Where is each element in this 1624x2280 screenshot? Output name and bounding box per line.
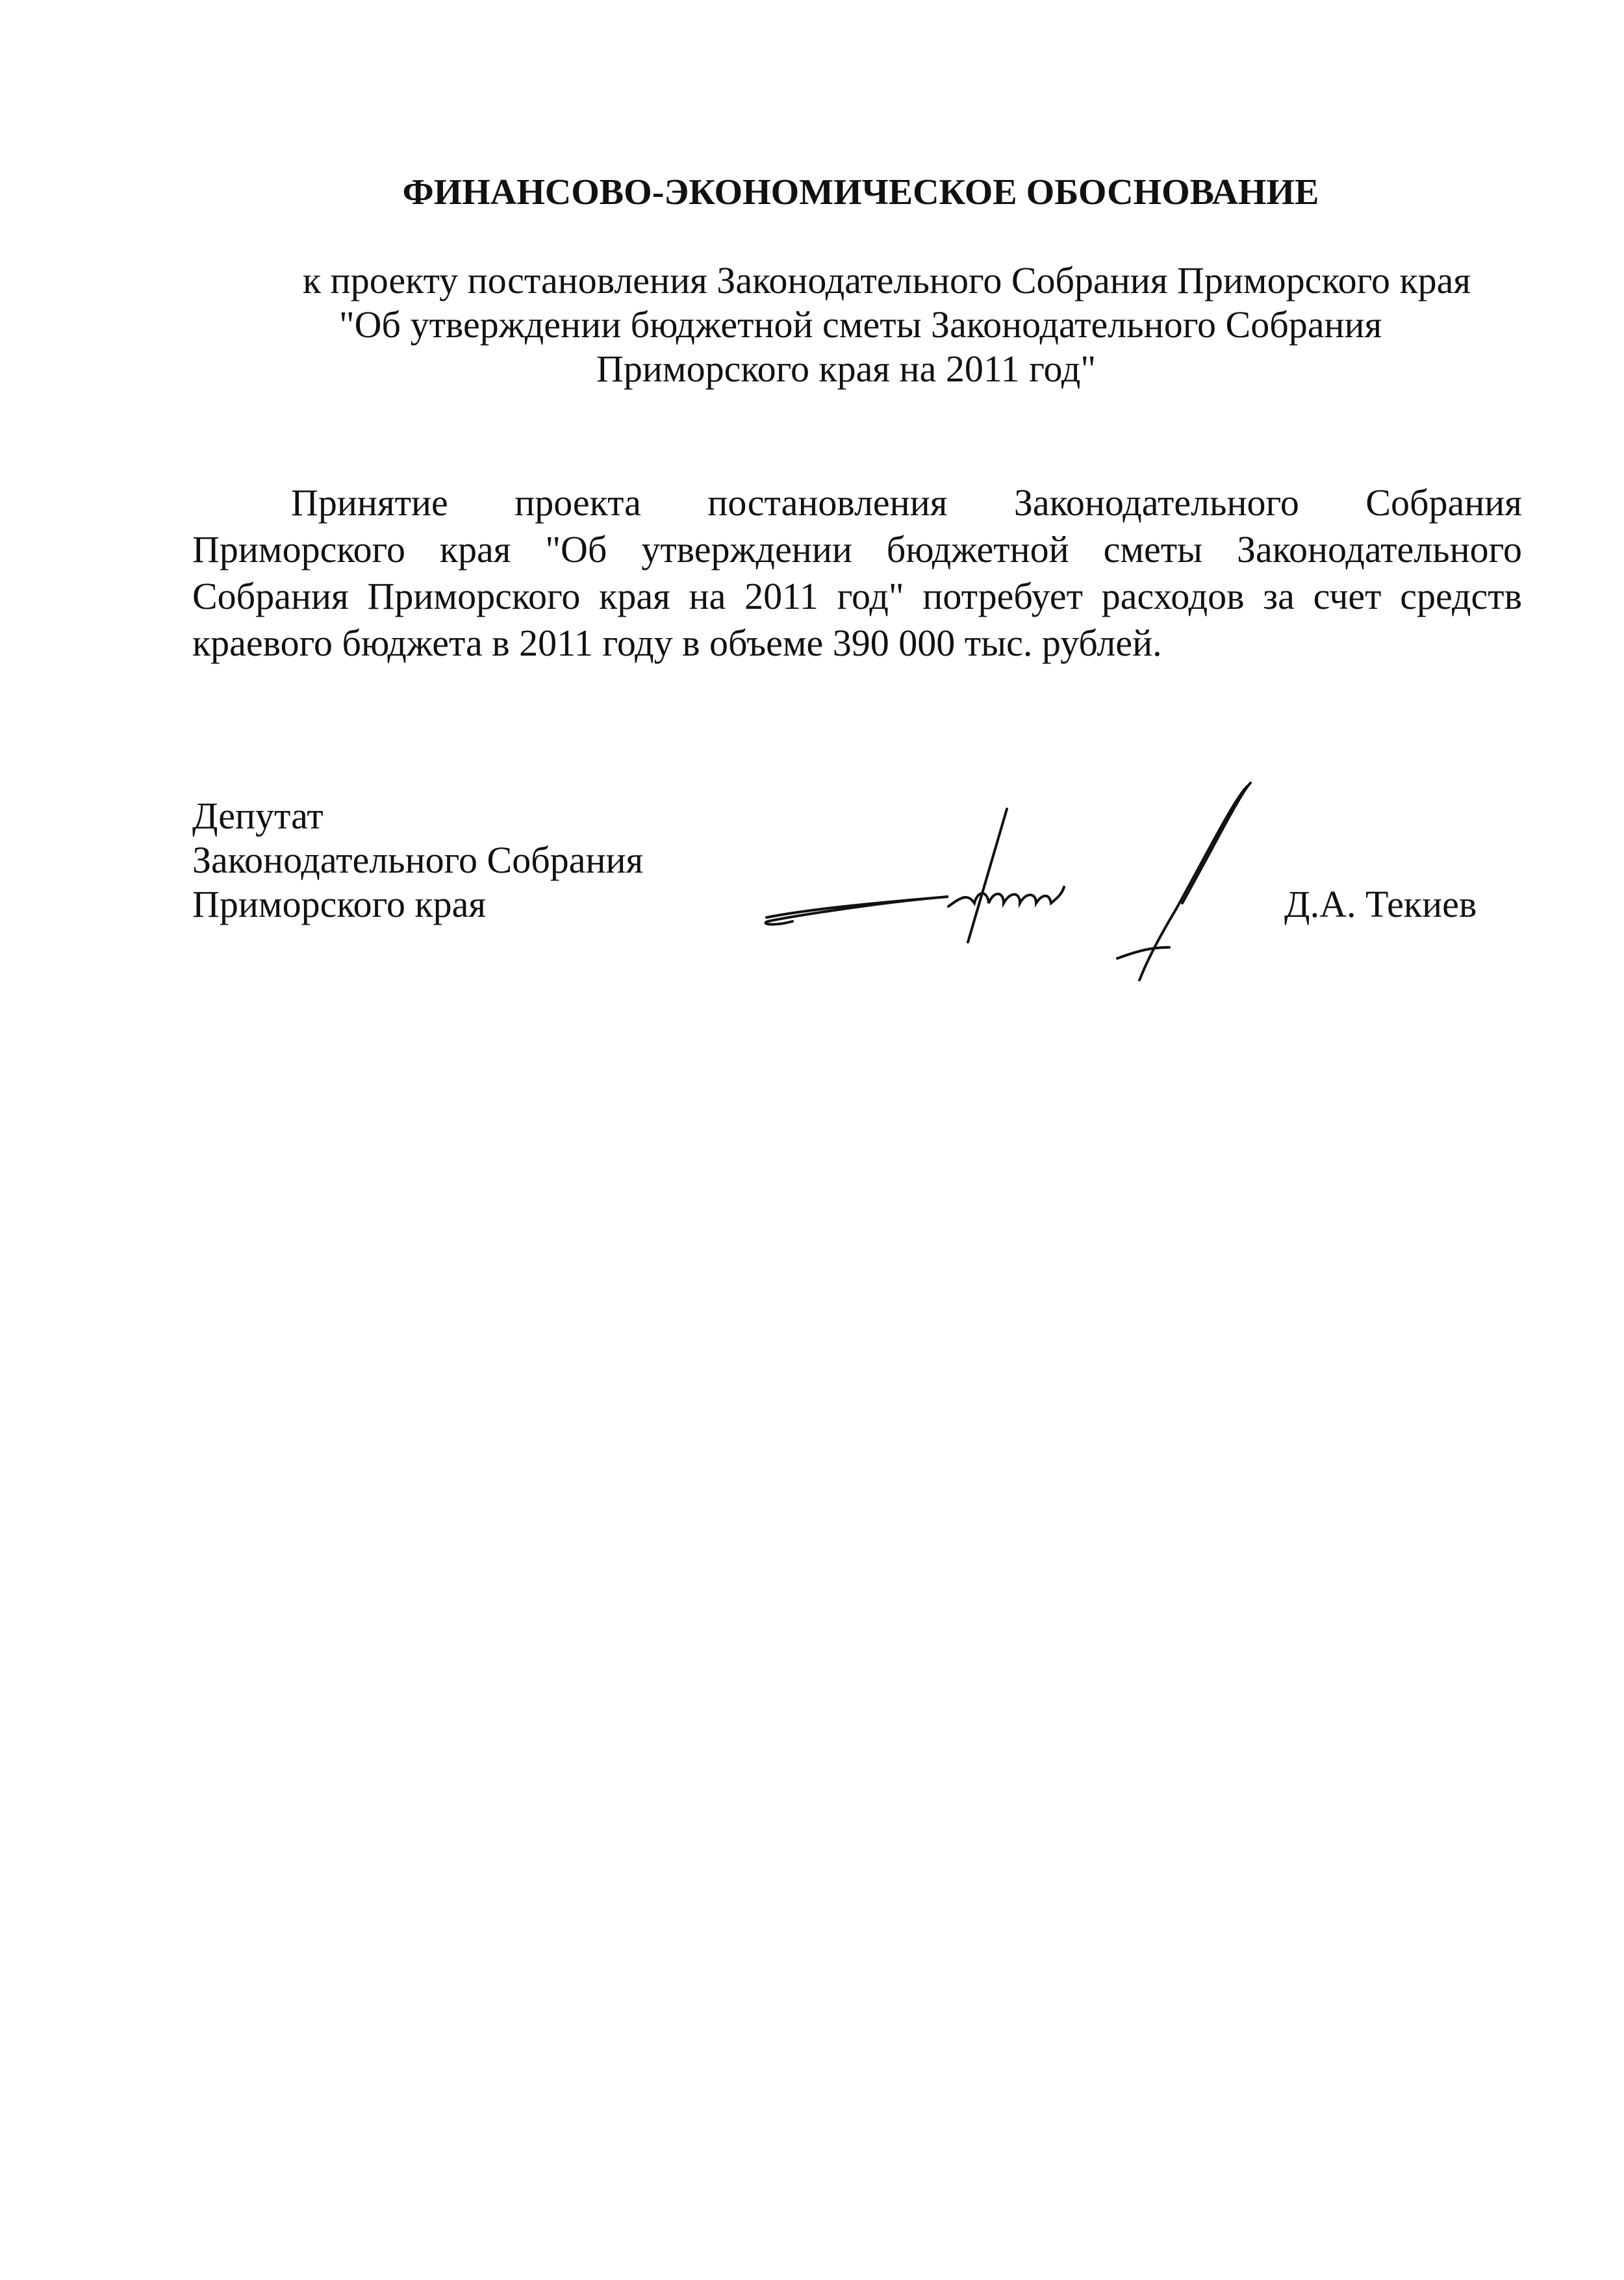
body-line-2: Приморского края "Об утверждении бюджетной сметы Законодательного [192, 528, 1522, 570]
signatory-name: Д.А. Текиев [1284, 883, 1477, 925]
subtitle-line-3: Приморского края на 2011 год" [596, 348, 1097, 390]
subtitle-line-1: к проекту постановления Законодательного Собрания Приморского края [303, 259, 1471, 301]
position-line-1: Депутат [192, 795, 324, 837]
position-line-2: Законодательного Собрания [192, 839, 644, 881]
body-line-1: Принятие проекта постановления Законодательного Собрания [291, 481, 1522, 524]
body-line-3: Собрания Приморского края на 2011 год" потребует расходов за счет средств [192, 575, 1522, 617]
handwritten-signature [754, 773, 1273, 981]
subtitle-line-2: "Об утверждении бюджетной сметы Законодательного Собрания [339, 303, 1382, 346]
position-line-3: Приморского края [192, 883, 487, 925]
document-title: ФИНАНСОВО-ЭКОНОМИЧЕСКОЕ ОБОСНОВАНИЕ [402, 172, 1319, 212]
body-line-4: краевого бюджета в 2011 году в объеме 390 000 тыс. рублей. [192, 622, 1162, 664]
